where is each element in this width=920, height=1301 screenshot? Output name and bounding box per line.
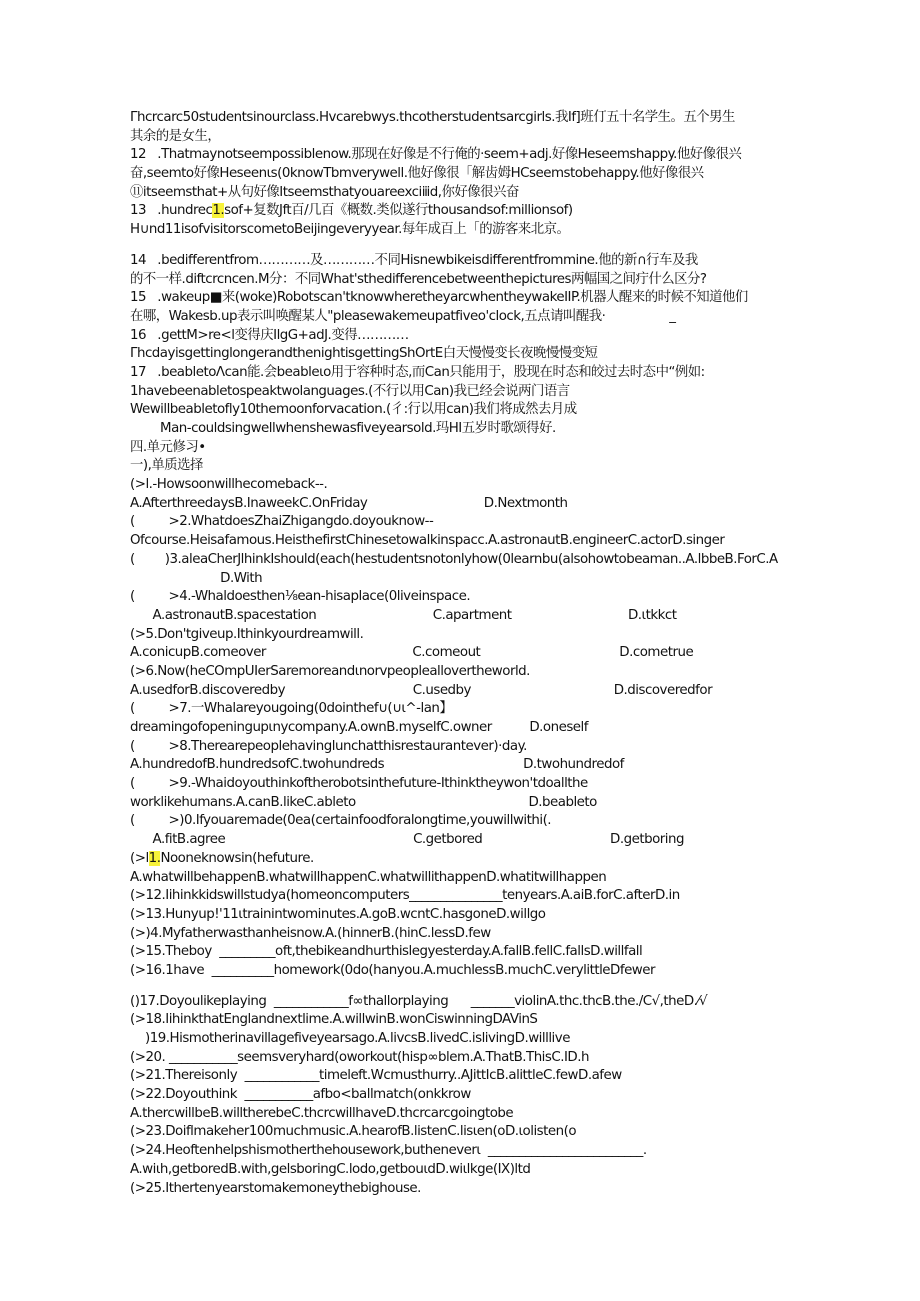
- text-line: worklikehumans.A.canB.likeC.ableto D.beableto: [130, 794, 597, 810]
- text-line: Man-couldsingwellwhenshewasfiveyearsold.玛HI五岁时歌颂得好.: [130, 421, 556, 436]
- text-line: ( )3.aleaCherJlhinkIshould(each(hestudentsnotonlyhow(0learnbu(alsohowtobeaman..A.lbbeB.ForC.A: [130, 551, 778, 567]
- text-line: 的不一样.diftcrcncen.M分：不同What'sthedifferencebetweenthepictures两幅国之间疔什么区分?: [130, 271, 707, 287]
- text-line: )19.Hismotherinavillagefiveyearsago.A.livcsB.livedC.islivingD.willlive: [130, 1031, 570, 1046]
- text-line: 17 .beabletoΛcan能.会beableιo用于容种时态,而Can只能用于，股现在时态和皎过去时态中“例如:: [130, 364, 705, 380]
- text-line: ( >7.一Whalareyougoing(0dointhef∪(∪ι^-lan】: [130, 701, 453, 717]
- text-line: A.conicupB.comeover C.comeout D.cometrue: [130, 645, 694, 661]
- text-line: A.therc⁠willbeB.willtherebeC.thcrcwillhaveD.thcrcarcgoingtobe: [130, 1105, 514, 1121]
- text-segment: sof+复数Jft百/几百《概数.类似遂行thousandsof:millionsof): [224, 203, 573, 219]
- text-line: ( >9.-Whaidoyouthinkoftherobotsinthefuture-Ithinktheywon'tdoallthe: [130, 776, 588, 792]
- text-line: 四.单元修习•: [130, 439, 206, 455]
- text-segment: (>l: [130, 850, 149, 866]
- text-line: (>13.Hunyup!'11ιtrainintwominutes.A.goB.wcntC.hasgoneD.willgo: [130, 906, 546, 922]
- text-line: (>12.Iihinkkidswillstudya(homeoncomputers_______________tenyears.A.aiB.forC.afterD.in: [130, 888, 680, 904]
- text-line: 1havebeenabletospeaktwolanguages.(不行以用Can)我已经会说两门语言: [130, 383, 570, 399]
- text-line: 在哪，Wakesb.up表示叫唤醒某人"pleasewakemeupatfiveo'clock,五点请叫醒我· _: [130, 308, 676, 324]
- text-line: ⑪itseemsthat+从句好像Itseemsthatyouareexcⅰⅲd,你好像很兴奋: [130, 184, 519, 200]
- paragraph-gap: [130, 240, 790, 252]
- text-line: A.astronautB.spacestation C.apartment D.ιtkkct: [130, 607, 677, 623]
- document-page: [130, 109, 790, 1198]
- text-line: ()17.Doyoulikeplaying ____________f∞thallorplaying _______violinA.thc.thcB.the./C√,theD.⁄√: [130, 993, 708, 1009]
- text-line: 一),单质选择: [130, 458, 203, 474]
- highlighted-text: 1.: [148, 850, 161, 866]
- text-line: (>5.Don'tgiveup.Ithinkyourdreamwill.: [130, 626, 364, 642]
- text-line: ΓhcdayisgettinglongerandthenightisgettingShOrtE白天慢慢变长夜晚慢慢变短: [130, 346, 598, 362]
- text-line: (>)4.Myfatherwasthanheisnow.A.(hinnerB.(hinC.lessD.few: [130, 925, 491, 941]
- text-line: D.With: [130, 570, 263, 586]
- text-line: 奋,seemto好像Heseenιs(0knowTbmverywell.他好像很「解齿姆HCseemstobehappy.他好像很兴: [130, 166, 704, 182]
- text-line: (>25.Ithertenyearstomakemoneythebighouse.: [130, 1180, 421, 1196]
- text-segment: Nooneknowsin(hefuture.: [160, 850, 314, 866]
- text-line: A.AfterthreedaysB.InaweekC.OnFriday D.Nextmonth: [130, 495, 568, 511]
- text-line: 16 .gettM>re<l变得庆IlgG+adJ.变得…………: [130, 327, 409, 343]
- text-line: A.fitB.agree C.getbored D.getboring: [130, 832, 684, 848]
- text-line: A.hundredofB.hundredsofC.twohundreds D.twohundredof: [130, 757, 624, 773]
- highlighted-text: 1.: [212, 203, 225, 219]
- text-line: (>20. ___________seemsveryhard(oworkout(hisp∞blem.A.ThatB.ThisC.ID.h: [130, 1049, 589, 1065]
- text-segment: 13 .hundrec: [130, 203, 213, 219]
- text-line: [130, 850, 790, 869]
- text-line: H∪nd11isofvisitorscometoBeijingeveryyear.每年成百上「的游客来北京。: [130, 222, 570, 238]
- text-line: ( >4.-Whaldoesthen⅛ean-hisaplace(0liveinspace.: [130, 589, 471, 605]
- text-line: ( >)0.Ifyouaremade(0ea(certainfoodforalongtime,youwillwithi(.: [130, 813, 552, 829]
- text-line: Γhcrcarc50studentsinourclass.Hvcarebwys.thcotherstudentsarcgirls.我If]班仃五十名学生。五个男生: [130, 110, 735, 125]
- text-line: (>24.Heoftenhelpshismotherthehousework,butheneverι _________________________.: [130, 1143, 647, 1159]
- text-line: 14 .bedifferentfrom…………及…………不同Hisnewbikeisdifferentfrommine.他的新∩行车及我: [130, 252, 698, 268]
- text-line: (>6.Now(heCOmpUIerSaremoreandιnorvpeopleallovertheworld.: [130, 663, 530, 679]
- text-line: 15 .wakeup■来(woke)Robotscan'tknowwheretheyarcwhentheywakeIIP.机器人醒来的时候不知道他们: [130, 290, 748, 306]
- text-line: 12 .Thatmaynotseempossiblenow.那现在好像是不行俺的·seem+adj.好像Heseemshappy.他好像很兴: [130, 147, 742, 163]
- text-line: ( >8.Therearepeoplehavinglunchatthisrestaurantever)·day.: [130, 738, 527, 754]
- text-line: (>22.Doyouthink ___________afbo<ballmatch(onkkrow: [130, 1087, 471, 1103]
- text-line: dreamingofopeningupιnycompany.A.ownB.myselfC.owner D.oneself: [130, 720, 588, 735]
- text-line: [130, 202, 790, 221]
- text-line: (>23.Doiflmakeher100muchmusic.A.hearofB.listenC.lisιen(oD.ιolisten(o: [130, 1124, 577, 1140]
- text-line: (>l.-Howsoonwillhecomeback--.: [130, 477, 328, 493]
- text-line: Ofcourse.Heisafamous.HeisthefirstChinesetowalkinspacc.A.astronautB.engineerC.actorD.singer: [130, 533, 725, 549]
- text-line: A.whatwillbehappenB.whatwillhappenC.whatwillithappenD.whatitwillhappen: [130, 869, 607, 885]
- paragraph-gap: [130, 981, 790, 993]
- text-line: A.usedforB.discoveredby C.usedby D.discoveredfor: [130, 682, 713, 698]
- text-line: 其余的是女生，: [130, 128, 221, 144]
- text-line: (>21.Thereisonly ____________timeleft.Wcmusthurry..AJittIcB.alittleC.fewD.afew: [130, 1068, 622, 1084]
- text-line: (>15.Theboy _________oft,thebikeandhurthislegyesterday.A.fallB.fellC.fallsD.willfall: [130, 944, 643, 960]
- text-line: ( >2.WhatdoesZhaiZhigangdo.doyouknow--: [130, 514, 434, 530]
- text-line: (>16.1have __________homework(0do(hanyou.A.muchlessB.muchC.verylittleDfewer: [130, 962, 656, 978]
- text-line: A.wiιh,getboredB.with,gelsboringC.lodo,getbouιdD.wiιlkge(IX)ltd: [130, 1161, 531, 1177]
- text-line: Wewillbeabletofly10themoonforvacation.(彳:行以用can)我们将成然去月成: [130, 402, 577, 418]
- text-line: (>18.IihinkthatEnglandnextlime.A.willwinB.wonCiswinningDAVinS: [130, 1012, 538, 1028]
